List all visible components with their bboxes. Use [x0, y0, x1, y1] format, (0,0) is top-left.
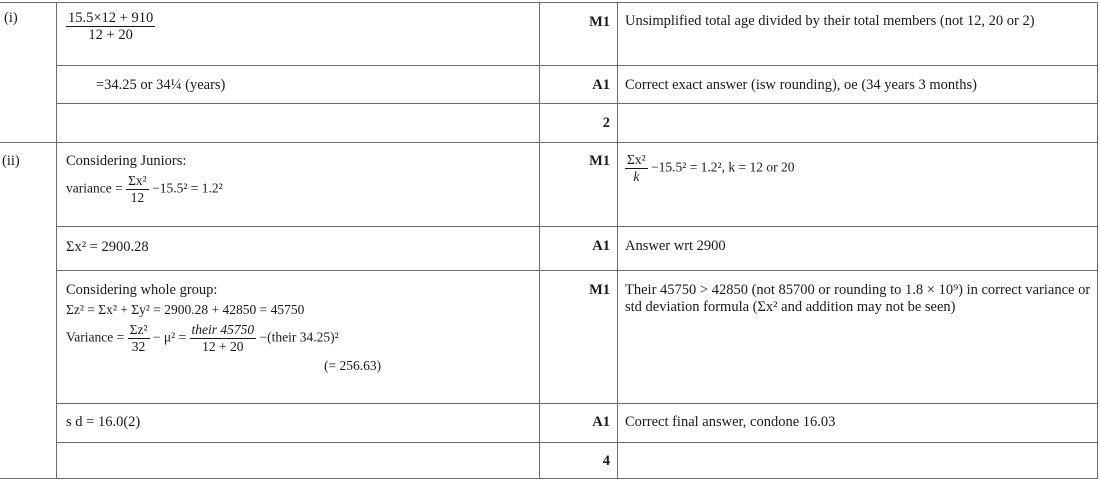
working-cell [66, 153, 223, 206]
mark-code: A1 [592, 238, 610, 254]
section-divider [0, 142, 1098, 143]
fraction [128, 322, 150, 355]
fraction-denominator: 12 + 20 [88, 27, 133, 43]
fraction-numerator: their 45750 [191, 322, 255, 337]
mark-total: 2 [602, 115, 610, 131]
sum-line: Σz² = Σx² + Σy² = 2900.28 + 42850 = 45750 [66, 302, 305, 317]
part-label: (i) [4, 10, 18, 26]
fraction [625, 152, 648, 185]
fraction [126, 173, 149, 206]
fraction-denominator: 32 [131, 339, 146, 354]
expression-mid: − μ² = [152, 329, 187, 345]
guidance-text: Unsimplified total age divided by their total members (not 12, 20 or 2) [625, 13, 1035, 29]
expression-tail: −(their 34.25)² [259, 329, 339, 345]
fraction-numerator: Σz² [129, 322, 148, 337]
mark-code: A1 [592, 77, 610, 93]
mark-code: M1 [589, 282, 610, 298]
mark-code: M1 [589, 14, 610, 30]
fraction-denominator: k [633, 169, 640, 184]
fraction [66, 10, 155, 43]
guidance-text: Their 45750 > 42850 (not 85700 or rounding to 1.8 × 10⁹) in correct variance or std deviation formula (Σx² and addition may not be seen) [625, 282, 1091, 315]
row-divider [56, 103, 1098, 104]
working-heading: Considering whole group: [66, 282, 218, 298]
fraction [190, 322, 257, 355]
working-heading: Considering Juniors: [66, 153, 187, 169]
table-border-top [0, 2, 1098, 3]
working-cell [66, 282, 381, 374]
expression-rhs: −15.5² = 1.2², k = 12 or 20 [651, 159, 795, 175]
mark-code: A1 [592, 414, 610, 430]
variance-label: Variance = [66, 329, 125, 345]
mark-code: M1 [589, 153, 610, 169]
fraction-denominator: 12 [130, 190, 145, 205]
working-text: =34.25 or 34¼ (years) [96, 77, 226, 93]
guidance-text: Correct final answer, condone 16.03 [625, 414, 836, 430]
fraction-denominator: 12 + 20 [202, 339, 244, 354]
row-divider [56, 65, 1098, 66]
row-divider [56, 442, 1098, 443]
expression-rhs: −15.5² = 1.2² [152, 180, 223, 196]
table-border-right [1097, 2, 1098, 478]
column-divider-guidance [617, 2, 618, 478]
fraction-numerator: Σx² [128, 173, 147, 188]
row-divider [56, 270, 1098, 271]
mark-total: 4 [602, 453, 610, 469]
working-cell [66, 10, 155, 43]
working-text: s d = 16.0(2) [66, 414, 141, 430]
row-divider [56, 403, 1098, 404]
part-label: (ii) [2, 153, 20, 169]
guidance-cell [625, 152, 794, 185]
result-value: (= 256.63) [324, 358, 382, 373]
working-text: Σx² = 2900.28 [66, 239, 149, 255]
fraction-numerator: Σx² [627, 152, 646, 167]
fraction-numerator: 15.5×12 + 910 [68, 10, 154, 26]
guidance-text: Answer wrt 2900 [625, 238, 726, 254]
variance-label: variance = [66, 180, 123, 196]
guidance-text: Correct exact answer (isw rounding), oe (34 years 3 months) [625, 77, 977, 93]
column-divider-working [56, 2, 57, 478]
row-divider [56, 226, 1098, 227]
table-border-bottom [0, 478, 1098, 479]
